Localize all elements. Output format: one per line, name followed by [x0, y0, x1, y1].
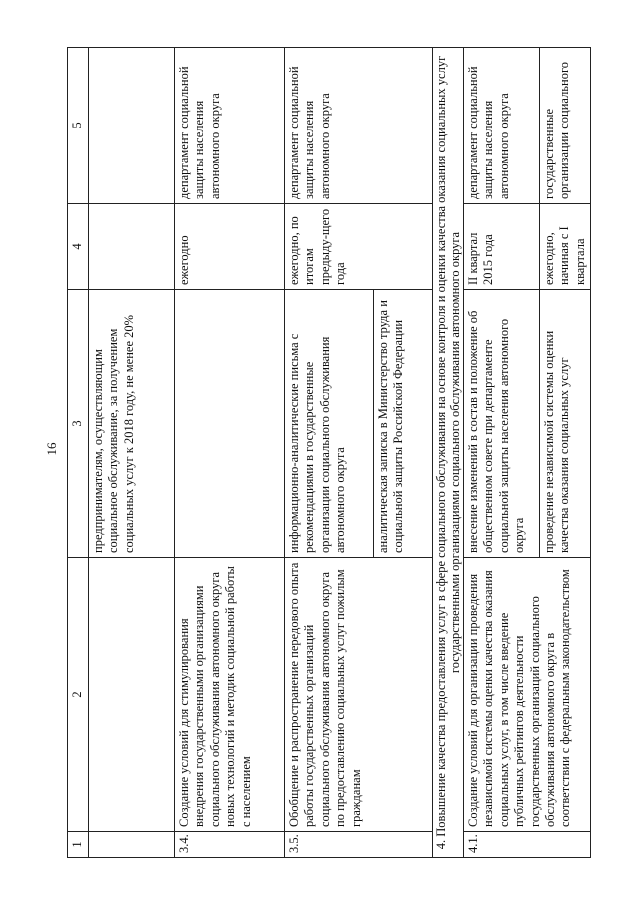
executor-cell: департамент социальной защиты населения автономного округа [464, 48, 540, 204]
measure-cell: Создание условий для организации проведения независимой системы оценки качества оказания социальных услуг, в том числе введение публичных рейтингов деятельности государственных организаций социального обслуживания автономного округа в соответствии с федеральным законодательством [464, 558, 591, 832]
result-subtable [285, 290, 432, 557]
row-number [89, 832, 175, 858]
result-cell [175, 290, 285, 558]
term-cell: ежегодно, начиная с I квартала [540, 204, 591, 290]
row-number: 3.4. [175, 832, 285, 858]
row-number: 3.5. [285, 832, 433, 858]
executor-cell: государственные организации социального [540, 48, 591, 204]
col-2-header: 2 [68, 558, 89, 832]
table-row-3-4 [175, 48, 285, 858]
term-cell: ежегодно [175, 204, 285, 290]
section-4-heading: 4. Повышение качества предоставления услуг в сфере социального обслуживания на основе контроля и оценки качества оказания социальных услуг государственными организациями социального обслуживания автономного округа [433, 48, 464, 858]
col-4-header: 4 [68, 204, 89, 290]
term-cell: ежегодно, по итогам предыду-щего года [285, 204, 433, 290]
page-number: 16 [44, 442, 59, 456]
result-cell: предпринимателям, осуществляющим социальное обслуживание, за получением социальных услуг к 2018 году, не менее 20% [89, 290, 175, 558]
col-1-header: 1 [68, 832, 89, 858]
result-cell [285, 290, 433, 558]
program-table [67, 47, 591, 858]
result-cell: проведение независимой системы оценки качества оказания социальных услуг [540, 290, 591, 558]
header-row [68, 48, 89, 858]
table-row-continuation [89, 48, 175, 858]
section-4-row [433, 48, 464, 858]
col-3-header: 3 [68, 290, 89, 558]
result-item-note: аналитическая записка в Министерство труда и социальной защиты Российской Федерации [374, 290, 433, 557]
rotated-table-container [67, 48, 587, 858]
result-item-letters: информационно-аналитические письма с рекомендациями в государственные организации социального обслуживания автономного округа [287, 333, 348, 553]
measure-cell: Создание условий для стимулирования внедрения государственными организациями социального обслуживания автономного округа новых технологий и методик социальной работы с населением [175, 558, 285, 832]
executor-cell: департамент социальной защиты населения автономного округа [285, 48, 433, 204]
table-row-4-1-a [464, 48, 540, 858]
table-row-3-5 [285, 48, 433, 858]
measure-cell [89, 558, 175, 832]
executor-cell: департамент социальной защиты населения автономного округа [175, 48, 285, 204]
executor-cell [89, 48, 175, 204]
row-number: 4.1. [464, 832, 591, 858]
measure-cell: Обобщение и распространение передового опыта работы государственных организаций социального обслуживания автономного округа по предоставлению социальных услуг пожилым гражданам [285, 558, 433, 832]
result-cell: внесение изменений в состав и положение об общественном совете при департаменте социальной защиты населения автономного округа [464, 290, 540, 558]
term-cell: II квартал 2015 года [464, 204, 540, 290]
col-5-header: 5 [68, 48, 89, 204]
term-cell [89, 204, 175, 290]
